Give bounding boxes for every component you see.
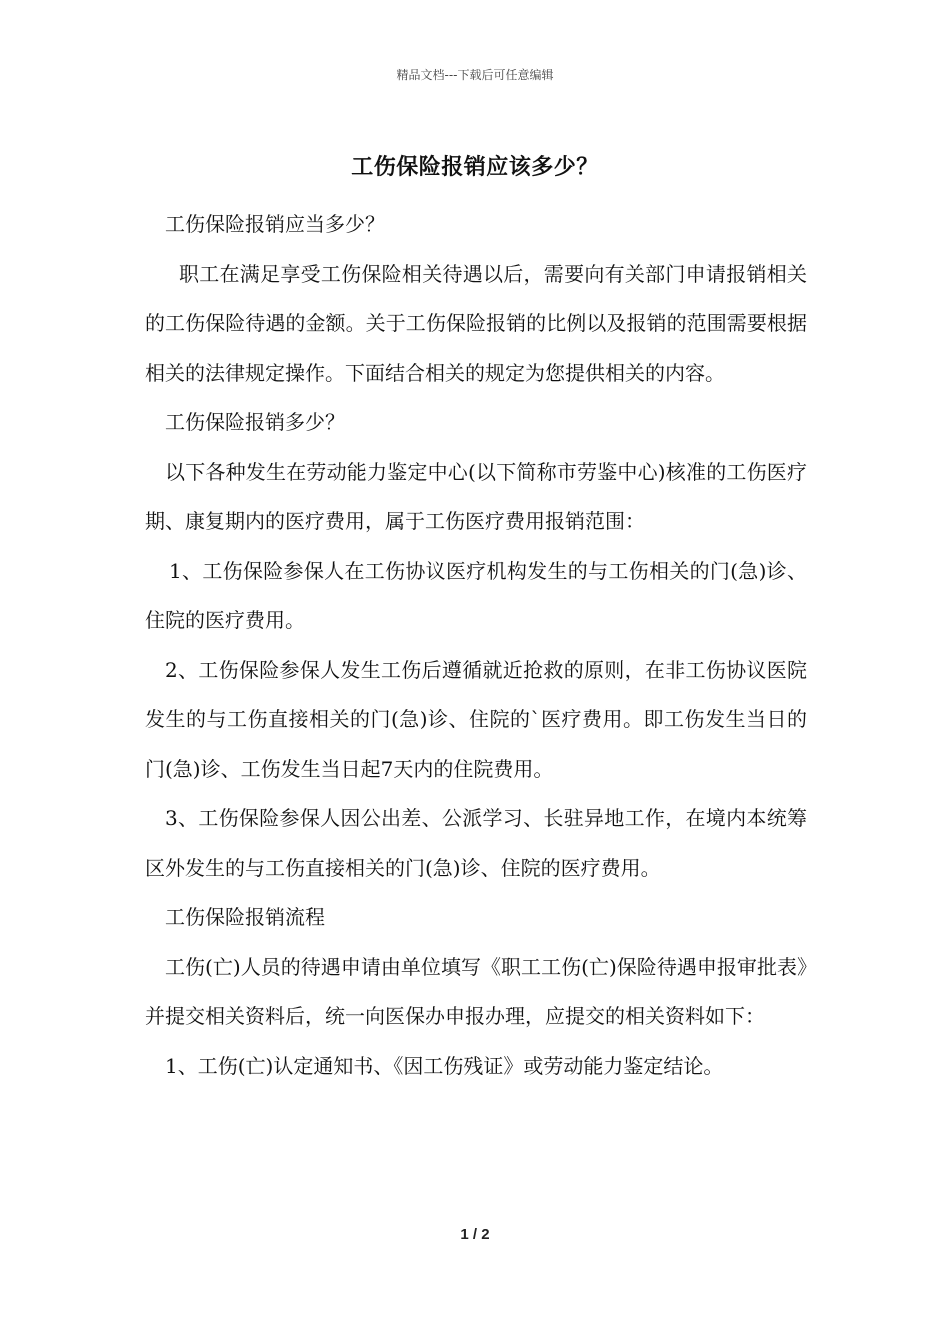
header-note: 精品文档---下载后可任意编辑 bbox=[396, 68, 554, 82]
list-item-2: 2、工伤保险参保人发生工伤后遵循就近抢救的原则，在非工伤协议医院发生的与工伤直接相关的门(急)诊、住院的`医疗费用。即工伤发生当日的门(急)诊、工伤发生当日起7天内的住院费用。 bbox=[145, 657, 807, 781]
subheading-process: 工伤保险报销流程 bbox=[165, 905, 325, 929]
document-title: 工伤保险报销应该多少？ bbox=[351, 154, 599, 180]
list-item-3: 3、工伤保险参保人因公出差、公派学习、长驻异地工作，在境内本统筹区外发生的与工伤直接相关的门(急)诊、住院的医疗费用。 bbox=[145, 806, 807, 880]
page-number: 1 / 2 bbox=[460, 1226, 490, 1243]
subheading-amount: 工伤保险报销多少？ bbox=[165, 410, 345, 434]
materials-item-1: 1、工伤(亡)认定通知书、《因工伤残证》或劳动能力鉴定结论。 bbox=[165, 1053, 724, 1078]
list-item-1: 1、工伤保险参保人在工伤协议医疗机构发生的与工伤相关的门(急)诊、住院的医疗费用。 bbox=[145, 558, 807, 632]
scope-paragraph: 以下各种发生在劳动能力鉴定中心(以下简称市劳鉴中心)核准的工伤医疗期、康复期内的医疗费用，属于工伤医疗费用报销范围： bbox=[145, 459, 807, 533]
subheading-question: 工伤保险报销应当多少？ bbox=[165, 212, 385, 236]
intro-paragraph: 职工在满足享受工伤保险相关待遇以后，需要向有关部门申请报销相关的工伤保险待遇的金额。关于工伤保险报销的比例以及报销的范围需要根据相关的法律规定操作。下面结合相关的规定为您提供相关的内容。 bbox=[145, 261, 807, 385]
process-paragraph: 工伤(亡)人员的待遇申请由单位填写《职工工伤(亡)保险待遇申报审批表》并提交相关资料后，统一向医保办申报办理，应提交的相关资料如下： bbox=[145, 954, 807, 1028]
document-body bbox=[145, 200, 807, 1091]
